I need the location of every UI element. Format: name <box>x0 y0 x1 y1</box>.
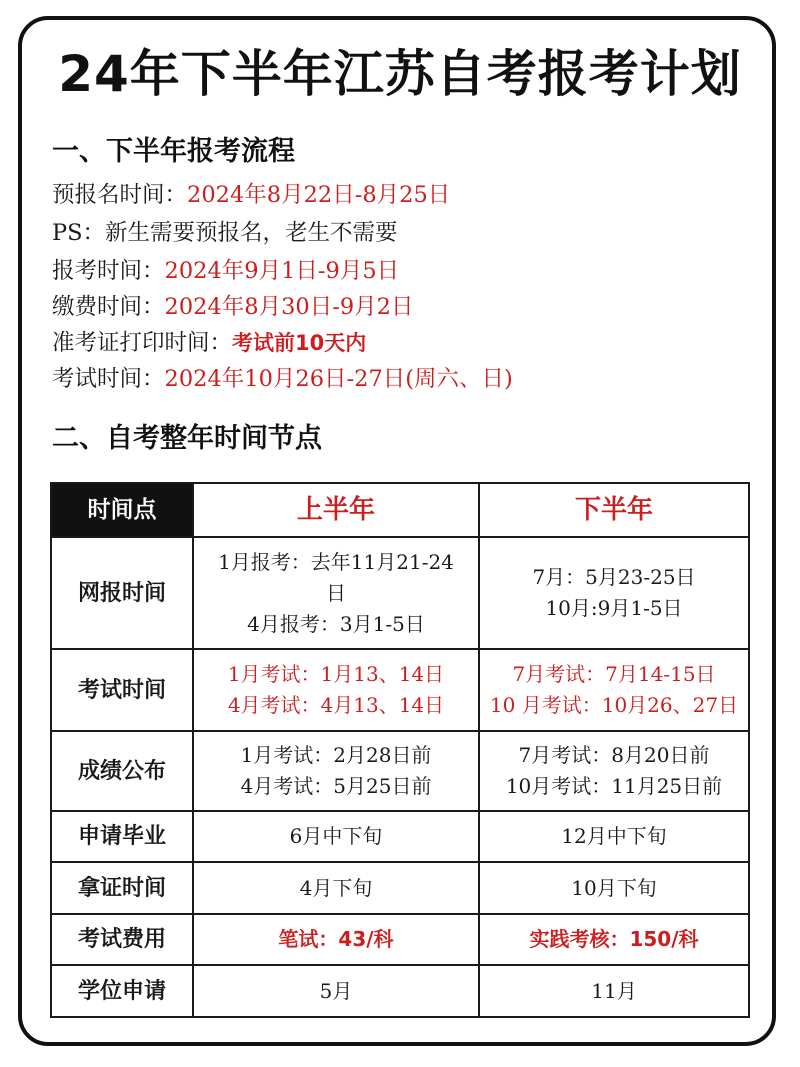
cell-line: 7月：5月23-25日 <box>532 565 696 589</box>
table-row <box>51 537 749 649</box>
cell-first-half: 4月下旬 <box>193 862 479 914</box>
cell-second-half: 实践考核：150/科 <box>479 914 749 965</box>
cell-second-half: 11月 <box>479 965 749 1017</box>
info-line-registration <box>52 256 399 286</box>
cell-line: 1月考试：1月13、14日 <box>227 662 445 686</box>
row-label: 申请毕业 <box>51 811 193 862</box>
cell-line: 1月考试：2月28日前 <box>240 743 432 767</box>
cell-first-half <box>193 731 479 811</box>
cell-second-half: 10月下旬 <box>479 862 749 914</box>
schedule-table <box>50 482 750 1018</box>
info-label: 考试时间： <box>52 366 165 392</box>
table-header-timepoint: 时间点 <box>51 483 193 537</box>
table-header-row <box>51 483 749 537</box>
info-label: 准考证打印时间： <box>52 330 233 356</box>
row-label: 成绩公布 <box>51 731 193 811</box>
table-row <box>51 914 749 965</box>
cell-line: 7月考试：7月14-15日 <box>512 662 716 686</box>
cell-line: 10 月考试：10月26、27日 <box>489 693 739 717</box>
info-value: 2024年9月1日-9月5日 <box>164 258 400 284</box>
info-value: 2024年8月22日-8月25日 <box>187 182 451 208</box>
row-label: 考试费用 <box>51 914 193 965</box>
cell-first-half <box>193 537 479 649</box>
cell-first-half: 6月中下旬 <box>193 811 479 862</box>
info-label: PS：新生需要预报名，老生不需要 <box>52 220 398 246</box>
info-line-preregistration <box>52 180 450 210</box>
row-label: 网报时间 <box>51 537 193 649</box>
info-line-payment <box>52 292 413 322</box>
info-line-admission-ticket <box>52 328 366 358</box>
info-label: 报考时间： <box>52 258 165 284</box>
table-row <box>51 862 749 914</box>
table-row <box>51 731 749 811</box>
table-row <box>51 649 749 731</box>
cell-line: 7月考试：8月20日前 <box>518 743 710 767</box>
info-value: 2024年10月26日-27日(周六、日) <box>164 366 513 392</box>
page-title: 24年下半年江苏自考报考计划 <box>58 45 742 103</box>
cell-first-half <box>193 649 479 731</box>
cell-first-half: 笔试：43/科 <box>193 914 479 965</box>
row-label: 拿证时间 <box>51 862 193 914</box>
cell-second-half <box>479 537 749 649</box>
cell-line: 4月考试：4月13、14日 <box>227 693 445 717</box>
info-line-exam-time <box>52 364 513 394</box>
table-row <box>51 811 749 862</box>
table-row <box>51 965 749 1017</box>
info-line-ps-note <box>52 218 398 248</box>
cell-second-half: 12月中下旬 <box>479 811 749 862</box>
section-heading-yearly-nodes: 二、自考整年时间节点 <box>52 423 322 454</box>
info-value: 2024年8月30日-9月2日 <box>164 294 414 320</box>
cell-line: 4月考试：5月25日前 <box>240 774 432 798</box>
info-value: 考试前10天内 <box>232 331 367 355</box>
cell-line: 10月:9月1-5日 <box>545 596 683 620</box>
cell-second-half <box>479 731 749 811</box>
table-header-second-half: 下半年 <box>479 483 749 537</box>
row-label: 学位申请 <box>51 965 193 1017</box>
cell-line: 1月报考：去年11月21-24 <box>218 549 454 574</box>
section-heading-process: 一、下半年报考流程 <box>52 136 295 167</box>
cell-line: 10月考试：11月25日前 <box>505 774 723 798</box>
info-label: 预报名时间： <box>52 182 188 208</box>
row-label: 考试时间 <box>51 649 193 731</box>
cell-first-half: 5月 <box>193 965 479 1017</box>
cell-line: 4月报考：3月1-5日 <box>247 611 425 636</box>
cell-second-half <box>479 649 749 731</box>
table-header-first-half: 上半年 <box>193 483 479 537</box>
cell-line: 日 <box>326 580 346 605</box>
info-label: 缴费时间： <box>52 294 165 320</box>
